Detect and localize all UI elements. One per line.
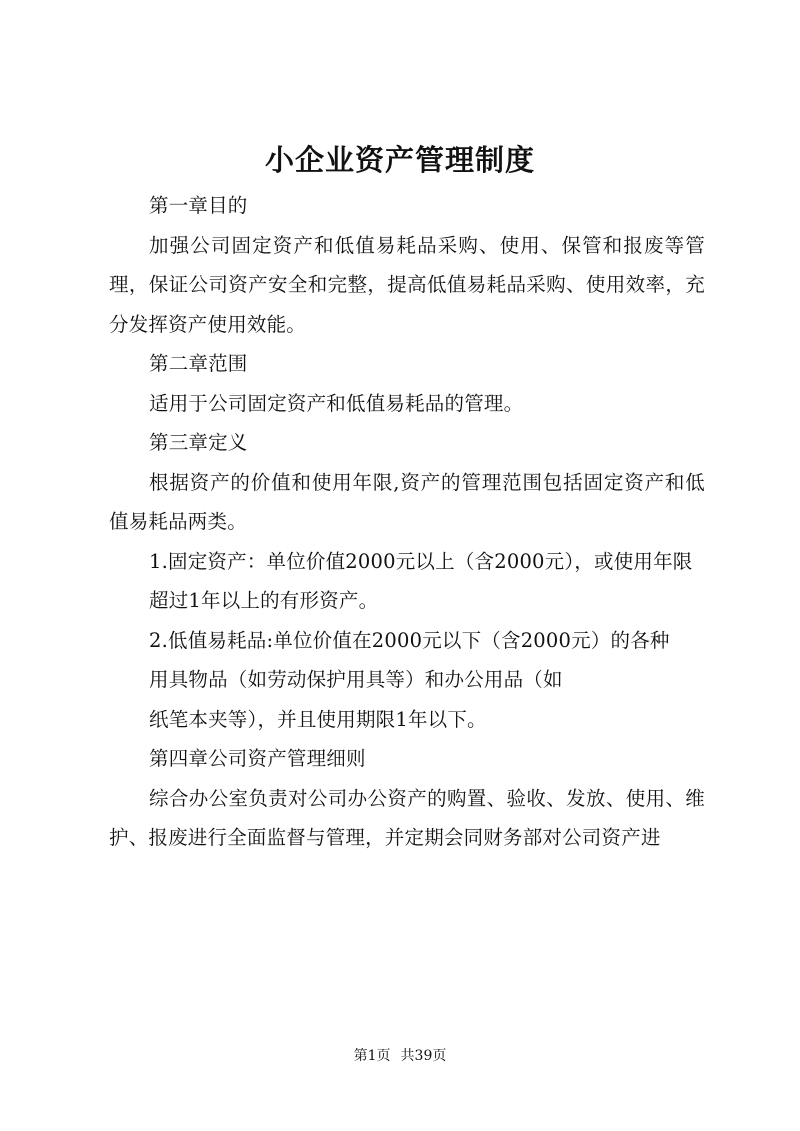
body-paragraph: 用具物品（如劳动保护用具等）和办公用品（如 xyxy=(149,668,563,691)
page-total: 共39页 xyxy=(400,1048,447,1064)
document-body xyxy=(109,186,705,858)
document-title: 小企业资产管理制度 xyxy=(264,143,535,177)
chapter-heading: 第四章公司资产管理细则 xyxy=(149,747,366,770)
body-paragraph: 综合办公室负责对公司办公资产的购置、验收、发放、使用、维护、报废进行全面监督与管理，并定期会同财务部对公司资产进 xyxy=(109,786,705,849)
body-paragraph: 根据资产的价值和使用年限,资产的管理范围包括固定资产和低值易耗品两类。 xyxy=(109,470,705,533)
page-number: 第1页 xyxy=(353,1048,391,1064)
chapter-heading: 第一章目的 xyxy=(149,194,248,217)
list-item-fixed-assets: 1.固定资产：单位价值2000元以上（含2000元），或使用年限 xyxy=(149,549,693,573)
chapter-heading: 第二章范围 xyxy=(149,352,248,375)
body-paragraph: 适用于公司固定资产和低值易耗品的管理。 xyxy=(149,391,524,415)
list-item-low-value-consumables: 2.低值易耗品:单位价值在2000元以下（含2000元）的各种 xyxy=(149,628,670,652)
body-paragraph: 纸笔本夹等），并且使用期限1年以下。 xyxy=(149,707,487,731)
page-footer xyxy=(0,1046,800,1066)
body-paragraph: 加强公司固定资产和低值易耗品采购、使用、保管和报废等管理，保证公司资产安全和完整，提高低值易耗品采购、使用效率，充分发挥资产使用效能。 xyxy=(109,233,705,336)
chapter-heading: 第三章定义 xyxy=(149,431,248,454)
body-paragraph: 超过1年以上的有形资产。 xyxy=(149,589,379,612)
